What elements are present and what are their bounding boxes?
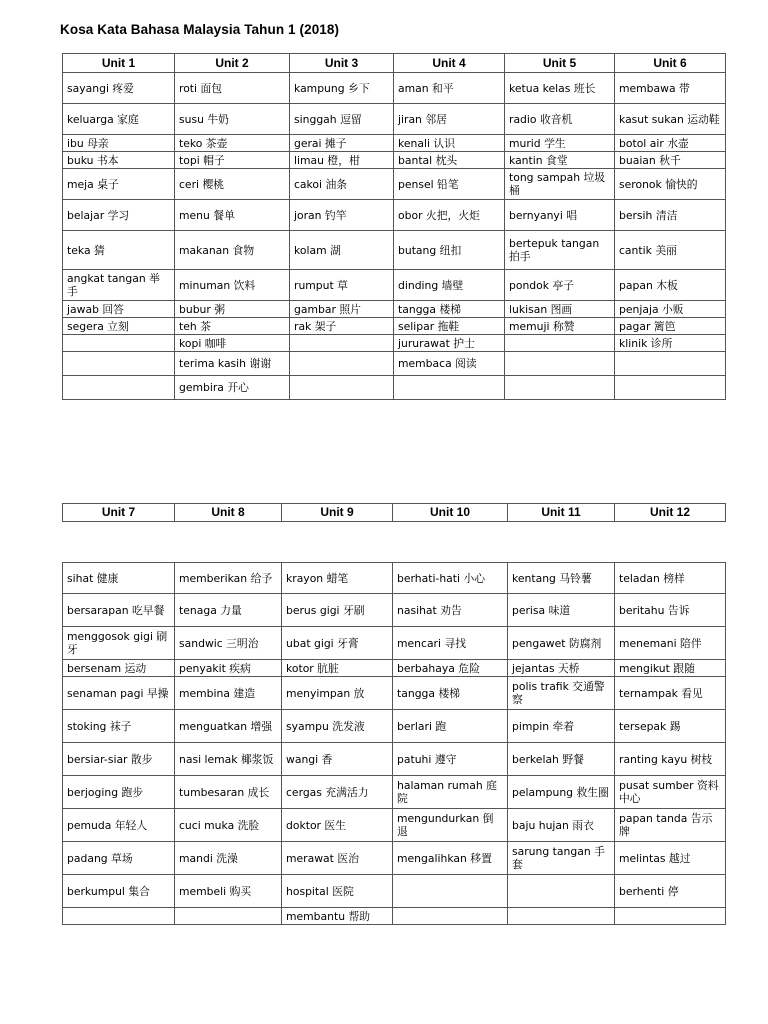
table-row [63, 743, 726, 776]
vocab-cell: kentang 马铃薯 [508, 563, 615, 594]
vocab-cell: bersih 清洁 [615, 200, 726, 231]
vocab-cell: kenali 认识 [394, 135, 505, 152]
vocab-cell: nasi lemak 椰浆饭 [175, 743, 282, 776]
vocab-cell: nasihat 劝告 [393, 594, 508, 627]
column-header: Unit 8 [175, 504, 282, 522]
vocab-cell: mencari 寻找 [393, 627, 508, 660]
vocab-cell: tersepak 踢 [615, 710, 726, 743]
table-row [63, 270, 726, 301]
vocab-cell [508, 908, 615, 925]
vocab-cell [508, 875, 615, 908]
table-row [63, 809, 726, 842]
table-row [63, 563, 726, 594]
vocab-cell: roti 面包 [175, 73, 290, 104]
vocab-cell [63, 908, 175, 925]
vocab-cell [290, 335, 394, 352]
vocab-cell: menguatkan 增强 [175, 710, 282, 743]
vocab-cell: berkumpul 集合 [63, 875, 175, 908]
vocab-cell: teladan 榜样 [615, 563, 726, 594]
vocab-cell: murid 学生 [505, 135, 615, 152]
vocab-cell: kampung 乡下 [290, 73, 394, 104]
vocab-cell: kantin 食堂 [505, 152, 615, 169]
vocab-cell: ceri 樱桃 [175, 169, 290, 200]
table-row [63, 135, 726, 152]
vocab-cell [63, 376, 175, 400]
vocab-cell: jiran 邻居 [394, 104, 505, 135]
column-header: Unit 11 [508, 504, 615, 522]
vocab-cell: membantu 帮助 [282, 908, 393, 925]
vocab-cell: gambar 照片 [290, 301, 394, 318]
vocab-cell: sandwic 三明治 [175, 627, 282, 660]
column-header: Unit 12 [615, 504, 726, 522]
vocab-cell: teka 猜 [63, 231, 175, 270]
vocab-cell: ibu 母亲 [63, 135, 175, 152]
table-row [63, 908, 726, 925]
vocab-cell: jejantas 天桥 [508, 660, 615, 677]
vocab-cell: botol air 水壶 [615, 135, 726, 152]
vocab-cell: berus gigi 牙刷 [282, 594, 393, 627]
table-row [63, 301, 726, 318]
vocab-cell: pengawet 防腐剂 [508, 627, 615, 660]
vocab-cell: tangga 楼梯 [393, 677, 508, 710]
vocab-cell: penyakit 疾病 [175, 660, 282, 677]
vocab-cell: tangga 楼梯 [394, 301, 505, 318]
vocab-cell: menu 餐单 [175, 200, 290, 231]
vocab-cell [393, 875, 508, 908]
vocab-cell: berbahaya 危险 [393, 660, 508, 677]
vocab-cell: perisa 味道 [508, 594, 615, 627]
vocab-cell: bersenam 运动 [63, 660, 175, 677]
vocab-cell: stoking 袜子 [63, 710, 175, 743]
vocab-cell: baju hujan 雨衣 [508, 809, 615, 842]
table-row [63, 335, 726, 352]
table-row [63, 169, 726, 200]
vocab-cell: krayon 蜡笔 [282, 563, 393, 594]
vocab-cell: patuhi 遵守 [393, 743, 508, 776]
vocab-cell: menggosok gigi 刷牙 [63, 627, 175, 660]
vocab-cell [505, 335, 615, 352]
vocab-cell: ranting kayu 树枝 [615, 743, 726, 776]
header-row [63, 54, 726, 73]
vocab-cell: bersiar-siar 散步 [63, 743, 175, 776]
vocab-cell: cuci muka 洗脸 [175, 809, 282, 842]
vocab-cell: tong sampah 垃圾桶 [505, 169, 615, 200]
vocab-cell: bersarapan 吃早餐 [63, 594, 175, 627]
vocab-cell: memuji 称赞 [505, 318, 615, 335]
vocab-cell: berjoging 跑步 [63, 776, 175, 809]
vocab-cell: wangi 香 [282, 743, 393, 776]
vocab-cell: pagar 篱笆 [615, 318, 726, 335]
vocab-cell: penjaja 小贩 [615, 301, 726, 318]
vocab-cell: jururawat 护士 [394, 335, 505, 352]
vocab-cell: kotor 肮脏 [282, 660, 393, 677]
vocab-cell: mengundurkan 倒退 [393, 809, 508, 842]
vocab-cell: minuman 饮料 [175, 270, 290, 301]
vocab-cell [505, 376, 615, 400]
vocab-cell: cergas 充满活力 [282, 776, 393, 809]
vocab-cell: doktor 医生 [282, 809, 393, 842]
vocab-cell: ketua kelas 班长 [505, 73, 615, 104]
vocab-cell: bantal 枕头 [394, 152, 505, 169]
vocab-cell [393, 908, 508, 925]
table-row [63, 376, 726, 400]
vocab-cell: teh 茶 [175, 318, 290, 335]
vocab-cell: tumbesaran 成长 [175, 776, 282, 809]
column-header: Unit 6 [615, 54, 726, 73]
table-row [63, 104, 726, 135]
vocab-cell: melintas 越过 [615, 842, 726, 875]
vocab-cell: klinik 诊所 [615, 335, 726, 352]
vocab-cell: cakoi 油条 [290, 169, 394, 200]
vocab-cell: membeli 购买 [175, 875, 282, 908]
column-header: Unit 3 [290, 54, 394, 73]
vocab-cell: beritahu 告诉 [615, 594, 726, 627]
vocab-cell: gerai 摊子 [290, 135, 394, 152]
vocab-cell: papan 木板 [615, 270, 726, 301]
vocab-cell: rak 架子 [290, 318, 394, 335]
vocab-cell [63, 352, 175, 376]
vocab-cell: sihat 健康 [63, 563, 175, 594]
vocab-cell: angkat tangan 举手 [63, 270, 175, 301]
table-row [63, 200, 726, 231]
vocab-table-units-7-12 [62, 562, 726, 925]
vocab-cell: membaca 阅读 [394, 352, 505, 376]
vocab-cell: makanan 食物 [175, 231, 290, 270]
vocab-cell: dinding 墙壁 [394, 270, 505, 301]
table-row [63, 73, 726, 104]
vocab-cell: kasut sukan 运动鞋 [615, 104, 726, 135]
table-row [63, 677, 726, 710]
vocab-cell: keluarga 家庭 [63, 104, 175, 135]
column-header: Unit 9 [282, 504, 393, 522]
vocab-cell: polis trafik 交通警察 [508, 677, 615, 710]
vocab-cell: ternampak 看见 [615, 677, 726, 710]
column-header: Unit 10 [393, 504, 508, 522]
vocab-cell: menemani 陪伴 [615, 627, 726, 660]
vocab-cell: halaman rumah 庭院 [393, 776, 508, 809]
vocab-cell: berlari 跑 [393, 710, 508, 743]
vocab-cell: mandi 洗澡 [175, 842, 282, 875]
vocab-cell: radio 收音机 [505, 104, 615, 135]
vocab-cell: padang 草场 [63, 842, 175, 875]
vocab-cell: merawat 医治 [282, 842, 393, 875]
vocab-cell [394, 376, 505, 400]
vocab-cell: sayangi 疼爱 [63, 73, 175, 104]
vocab-cell: pelampung 救生圈 [508, 776, 615, 809]
vocab-cell: berkelah 野餐 [508, 743, 615, 776]
vocab-cell: tenaga 力量 [175, 594, 282, 627]
vocab-cell: singgah 逗留 [290, 104, 394, 135]
table-row [63, 776, 726, 809]
vocab-cell: kopi 咖啡 [175, 335, 290, 352]
vocab-table-units-7-12-header [62, 503, 726, 522]
vocab-cell: lukisan 图画 [505, 301, 615, 318]
table-row [63, 318, 726, 335]
vocab-cell: jawab 回答 [63, 301, 175, 318]
vocab-cell: pimpin 牵着 [508, 710, 615, 743]
vocab-cell: pusat sumber 资料中心 [615, 776, 726, 809]
vocab-cell: hospital 医院 [282, 875, 393, 908]
vocab-cell: memberikan 给予 [175, 563, 282, 594]
vocab-cell [63, 335, 175, 352]
vocab-cell: teko 茶壶 [175, 135, 290, 152]
vocab-cell: gembira 开心 [175, 376, 290, 400]
vocab-cell: belajar 学习 [63, 200, 175, 231]
vocab-cell: membawa 带 [615, 73, 726, 104]
table-row [63, 152, 726, 169]
vocab-cell: bertepuk tangan 拍手 [505, 231, 615, 270]
table-row [63, 594, 726, 627]
vocab-cell: buku 书本 [63, 152, 175, 169]
vocab-cell: susu 牛奶 [175, 104, 290, 135]
vocab-cell: meja 桌子 [63, 169, 175, 200]
vocab-cell: kolam 湖 [290, 231, 394, 270]
table-row [63, 842, 726, 875]
vocab-cell: selipar 拖鞋 [394, 318, 505, 335]
vocab-cell: limau 橙，柑 [290, 152, 394, 169]
vocab-cell: pemuda 年轻人 [63, 809, 175, 842]
column-header: Unit 1 [63, 54, 175, 73]
vocab-cell: pensel 铅笔 [394, 169, 505, 200]
column-header: Unit 7 [63, 504, 175, 522]
vocab-cell: rumput 草 [290, 270, 394, 301]
vocab-cell [615, 352, 726, 376]
document-title: Kosa Kata Bahasa Malaysia Tahun 1 (2018) [60, 22, 340, 37]
vocab-cell: pondok 亭子 [505, 270, 615, 301]
table-row [63, 710, 726, 743]
table-row [63, 875, 726, 908]
vocab-cell: berhati-hati 小心 [393, 563, 508, 594]
vocab-cell: aman 和平 [394, 73, 505, 104]
header-row [63, 504, 726, 522]
vocab-cell: berhenti 停 [615, 875, 726, 908]
vocab-cell: papan tanda 告示牌 [615, 809, 726, 842]
table-row [63, 627, 726, 660]
vocab-cell: bernyanyi 唱 [505, 200, 615, 231]
vocab-cell [615, 908, 726, 925]
vocab-table-units-1-6 [62, 53, 726, 400]
table-row [63, 231, 726, 270]
column-header: Unit 5 [505, 54, 615, 73]
table-row [63, 352, 726, 376]
table-row [63, 660, 726, 677]
vocab-cell [505, 352, 615, 376]
vocab-cell: joran 钓竿 [290, 200, 394, 231]
vocab-cell [290, 376, 394, 400]
vocab-cell: cantik 美丽 [615, 231, 726, 270]
vocab-cell: mengikut 跟随 [615, 660, 726, 677]
vocab-cell: obor 火把，火炬 [394, 200, 505, 231]
vocab-cell: mengalihkan 移置 [393, 842, 508, 875]
vocab-cell: menyimpan 放 [282, 677, 393, 710]
vocab-cell: senaman pagi 早操 [63, 677, 175, 710]
vocab-cell: membina 建造 [175, 677, 282, 710]
vocab-cell [290, 352, 394, 376]
vocab-cell [175, 908, 282, 925]
vocab-cell: syampu 洗发液 [282, 710, 393, 743]
vocab-cell: ubat gigi 牙膏 [282, 627, 393, 660]
vocab-cell: sarung tangan 手套 [508, 842, 615, 875]
vocab-cell: segera 立刻 [63, 318, 175, 335]
vocab-cell: seronok 愉快的 [615, 169, 726, 200]
vocab-cell: butang 纽扣 [394, 231, 505, 270]
vocab-cell: terima kasih 谢谢 [175, 352, 290, 376]
vocab-cell: buaian 秋千 [615, 152, 726, 169]
vocab-cell: topi 帽子 [175, 152, 290, 169]
column-header: Unit 4 [394, 54, 505, 73]
column-header: Unit 2 [175, 54, 290, 73]
vocab-cell: bubur 粥 [175, 301, 290, 318]
vocab-cell [615, 376, 726, 400]
